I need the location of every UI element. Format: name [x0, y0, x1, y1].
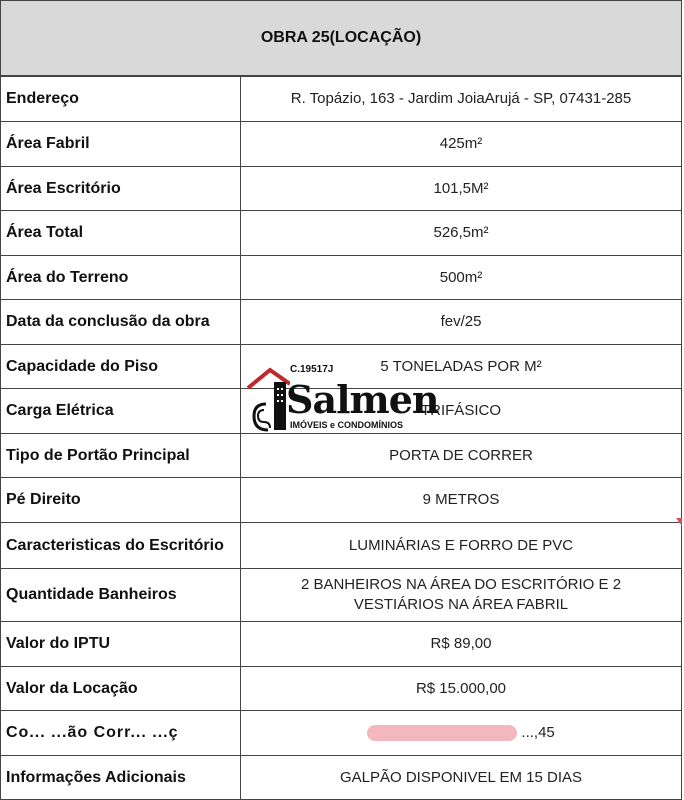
- row-value: R$ 15.000,00: [241, 667, 682, 711]
- table-row: [1, 300, 682, 345]
- table-row: [1, 122, 682, 167]
- table-row: [1, 667, 682, 711]
- row-value-line-1: 2 BANHEIROS NA ÁREA DO ESCRITÓRIO E 2: [300, 576, 622, 593]
- table-row: [1, 622, 682, 667]
- building-roof-logo-icon: [246, 364, 290, 436]
- row-value-multiline: [241, 569, 682, 622]
- table-row: [1, 256, 682, 300]
- table-row: [1, 478, 682, 523]
- row-value: ...,45: [521, 724, 555, 741]
- redaction-mark: [367, 725, 517, 741]
- row-value: R$ 89,00: [241, 622, 682, 667]
- table-row: [1, 711, 682, 756]
- row-label: Área Total: [1, 211, 241, 256]
- row-value-line-2: VESTIÁRIOS NA ÁREA FABRIL: [353, 596, 569, 613]
- row-label: Valor da Locação: [1, 667, 241, 711]
- row-label: Área Escritório: [1, 167, 241, 211]
- row-value: PORTA DE CORRER: [241, 434, 682, 478]
- property-table: [0, 76, 682, 800]
- table-row: [1, 523, 682, 569]
- table-row: [1, 211, 682, 256]
- row-label: Tipo de Portão Principal: [1, 434, 241, 478]
- row-label-obscured: Co... ...ão Corr... ...ç: [1, 711, 241, 756]
- sheet-title: OBRA 25(LOCAÇÃO): [0, 0, 682, 76]
- row-label: Capacidade do Piso: [1, 345, 241, 389]
- brand-name: Salmen: [286, 377, 439, 422]
- row-label: Área Fabril: [1, 122, 241, 167]
- row-value: LUMINÁRIAS E FORRO DE PVC: [241, 523, 682, 569]
- row-value: 101,5M²: [241, 167, 682, 211]
- row-label: Pé Direito: [1, 478, 241, 523]
- table-row: [1, 77, 682, 122]
- row-value-obscured: [241, 711, 682, 756]
- row-label: Informações Adicionais: [1, 756, 241, 800]
- table-row: [1, 756, 682, 800]
- row-value: 425m²: [241, 122, 682, 167]
- table-row: [1, 167, 682, 211]
- row-value: TRIFÁSICO: [241, 389, 682, 434]
- table-row: [1, 569, 682, 622]
- row-value: GALPÃO DISPONIVEL EM 15 DIAS: [241, 756, 682, 800]
- row-value: R. Topázio, 163 - Jardim JoiaArujá - SP, 07431-285: [241, 77, 682, 122]
- brand-subtitle: IMÓVEIS e CONDOMÍNIOS: [290, 420, 404, 430]
- row-value: 526,5m²: [241, 211, 682, 256]
- row-label: Valor do IPTU: [1, 622, 241, 667]
- row-label: Data da conclusão da obra: [1, 300, 241, 345]
- salmen-watermark: [246, 364, 446, 436]
- row-value: 500m²: [241, 256, 682, 300]
- creci-code: C.19517J: [290, 364, 334, 375]
- row-value: 9 METROS: [241, 478, 682, 523]
- table-row: [1, 434, 682, 478]
- row-label: Caracteristicas do Escritório: [1, 523, 241, 569]
- row-value: fev/25: [241, 300, 682, 345]
- row-label: Endereço: [1, 77, 241, 122]
- row-value: 5 TONELADAS POR M²: [241, 345, 682, 389]
- row-label: Área do Terreno: [1, 256, 241, 300]
- row-label: Carga Elétrica: [1, 389, 241, 434]
- row-label: Quantidade Banheiros: [1, 569, 241, 622]
- edge-mark: [676, 518, 682, 526]
